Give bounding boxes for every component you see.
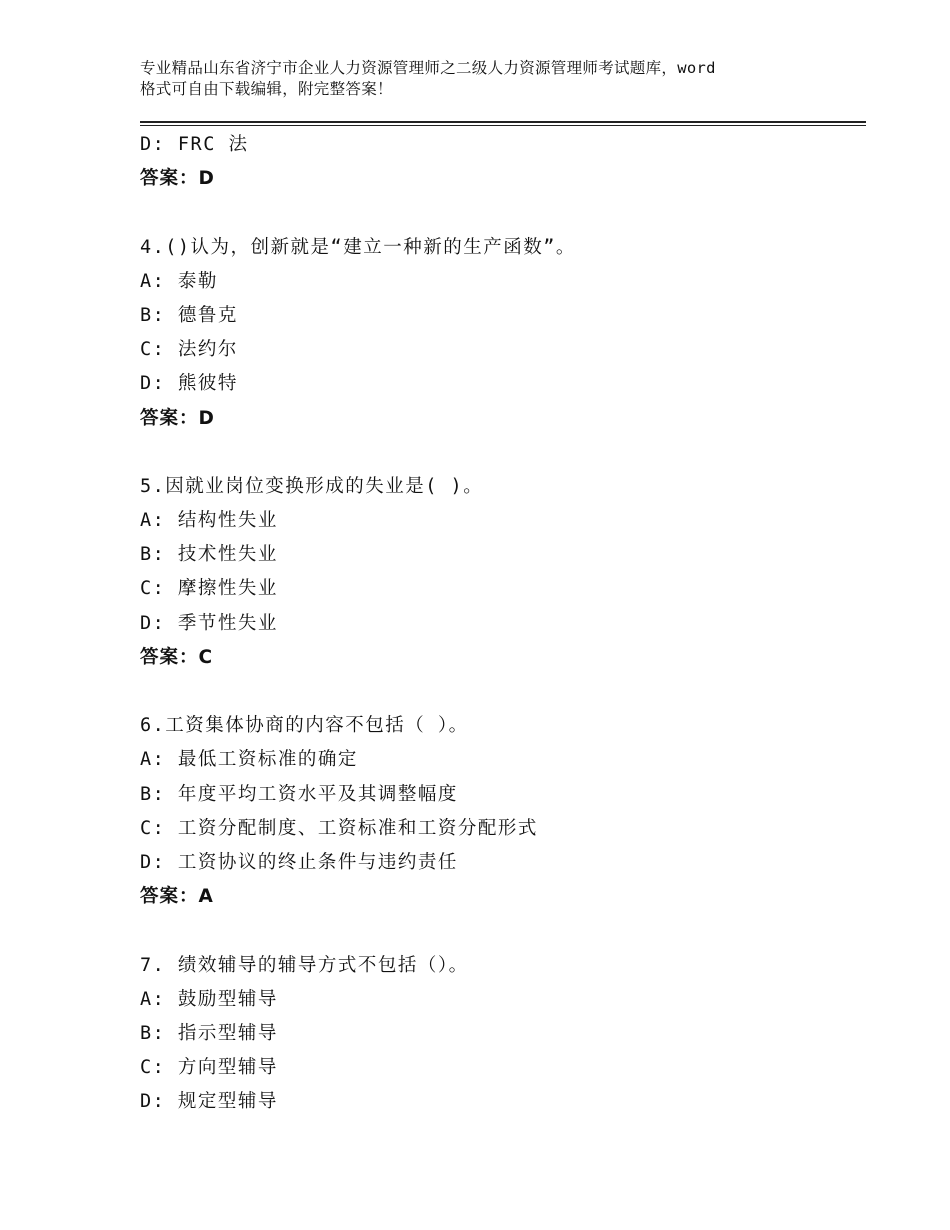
q3-answer: 答案：D: [140, 168, 215, 190]
option-a: A: 鼓励型辅导: [140, 988, 278, 1010]
question-4: [140, 231, 866, 436]
option-d: D: 工资协议的终止条件与违约责任: [140, 851, 458, 873]
question-7: [140, 949, 866, 1120]
option-d: D: 季节性失业: [140, 612, 278, 634]
option-b: B: 德鲁克: [140, 304, 238, 326]
option-a: A: 泰勒: [140, 270, 218, 292]
option-c: C: 方向型辅导: [140, 1057, 278, 1079]
question-stem: 6.工资集体协商的内容不包括（ ）。: [140, 715, 469, 737]
option-c: C: 摩擦性失业: [140, 578, 278, 600]
spacer: [140, 914, 866, 948]
option-a: A: 最低工资标准的确定: [140, 749, 358, 771]
q3-option-d: D: FRC 法: [140, 134, 249, 155]
option-d: D: 熊彼特: [140, 373, 238, 395]
option-d: D: 规定型辅导: [140, 1091, 278, 1113]
option-c: C: 工资分配制度、工资标准和工资分配形式: [140, 817, 538, 839]
header-title-line-1: 专业精品山东省济宁市企业人力资源管理师之二级人力资源管理师考试题库，word: [140, 59, 716, 77]
spacer: [140, 196, 866, 230]
header-divider: [140, 121, 866, 126]
option-c: C: 法约尔: [140, 339, 238, 361]
question-stem: 4.()认为，创新就是“建立一种新的生产函数”。: [140, 236, 576, 258]
question-stem: 7. 绩效辅导的辅导方式不包括（）。: [140, 954, 469, 976]
answer: 答案：C: [140, 646, 214, 668]
question-stem: 5.因就业岗位变换形成的失业是( )。: [140, 475, 484, 497]
question-5: [140, 470, 866, 675]
option-b: B: 指示型辅导: [140, 1022, 278, 1044]
option-b: B: 技术性失业: [140, 544, 278, 566]
answer: 答案：A: [140, 886, 214, 908]
answer: 答案：D: [140, 407, 215, 429]
option-a: A: 结构性失业: [140, 510, 278, 532]
question-6: [140, 709, 866, 914]
spacer: [140, 675, 866, 709]
header-title-line-2: 格式可自由下载编辑，附完整答案！: [140, 80, 393, 98]
option-b: B: 年度平均工资水平及其调整幅度: [140, 783, 458, 805]
question-list: [140, 128, 866, 1119]
document-header: [140, 58, 840, 100]
spacer: [140, 436, 866, 470]
